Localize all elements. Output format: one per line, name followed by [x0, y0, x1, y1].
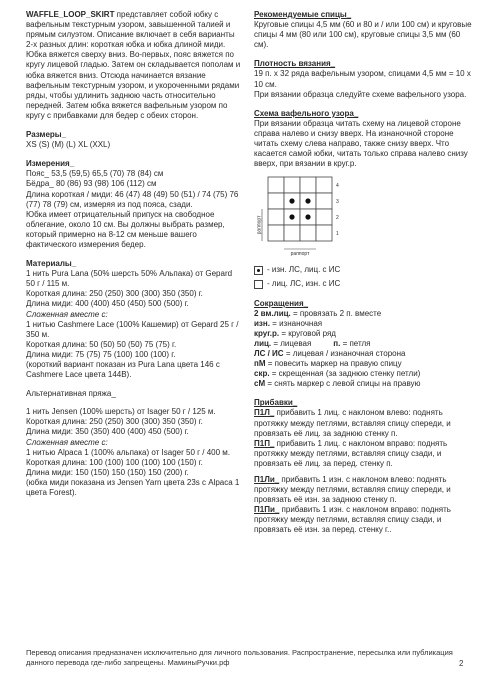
- increases-section: [254, 398, 476, 535]
- material-line: (короткий вариант показан из Pura Lana цвета 146 с Cashmere Lace цвета 144B).: [26, 360, 220, 380]
- measurement-line: Бёдра_ 80 (86) 93 (98) 106 (112) см: [26, 179, 157, 189]
- chart-cell: [284, 225, 300, 241]
- combined-label: Сложенная вместе с:: [26, 309, 108, 319]
- legend-text: - лиц. ЛС, изн. с ИС: [267, 279, 341, 289]
- chart-dot: [305, 215, 310, 220]
- row-number: 2: [336, 215, 339, 222]
- chart-cell: [316, 225, 332, 241]
- chart-cell: [316, 209, 332, 225]
- alt-yarn-line: Длина миди: 350 (350) 400 (400) 450 (500) г.: [26, 427, 189, 437]
- measurement-line: Юбка имеет отрицательный припуск на свободное облегание, около 10 см. Вы должны выбрать размер, который примерно на 8-12 см меньше вашего фактического измерения бедер.: [26, 209, 225, 249]
- sizes-section: [26, 130, 242, 150]
- scheme-text: При вязании образца читать схему на лицевой стороне справа налево и снизу вверх. На изнаночной стороне читать схему слева направо, также снизу вверх. Что касается самой юбки, читать только справа налево снизу вверх, при вязании в круг.р.: [254, 118, 468, 169]
- needles-text: Круговые спицы 4,5 мм (60 и 80 и / или 100 см) и круговые спицы 4 мм (80 или 100 см), круговые спицы 3,5 мм (60 см).: [254, 20, 472, 50]
- sizes-text: XS (S) (M) (L) XL (XXL): [26, 140, 111, 150]
- row-number: 3: [336, 199, 339, 206]
- alt-yarn-line: 1 нитью Alpaca 1 (100% альпака) от Isager 50 г / 400 м.: [26, 447, 231, 457]
- chart-dot: [289, 215, 294, 220]
- pattern-title: WAFFLE_LOOP_SKIRT: [26, 10, 115, 19]
- measurement-line: Пояс_ 53,5 (59,5) 65,5 (70) 78 (84) см: [26, 169, 164, 179]
- increases-heading: Прибавки_: [254, 398, 298, 408]
- abbreviation-item: скр. = скрещенная (за заднюю стенку петли): [254, 369, 421, 379]
- needles-heading: Рекомендуемые спицы_: [254, 10, 352, 19]
- bottom-repeat-label: раппорт: [290, 251, 310, 258]
- side-repeat-label: раппорт: [256, 215, 263, 235]
- gauge-heading: Плотность вязания_: [254, 59, 336, 69]
- material-line: Длина миди: 400 (400) 450 (450) 500 (500) г.: [26, 299, 189, 309]
- gauge-text-2: При вязании образца следуйте схеме вафельного узора.: [254, 89, 467, 99]
- material-line: Короткая длина: 250 (250) 300 (300) 350 (350) г.: [26, 289, 203, 299]
- row-number: 4: [336, 183, 339, 190]
- alt-yarn-line: 1 нить Jensen (100% шерсть) от Isager 50 г / 125 м.: [26, 407, 216, 417]
- scheme-heading: Схема вафельного узора_: [254, 108, 359, 118]
- measurement-line: Длина короткая / миди: 46 (47) 48 (49) 50 (51) / 74 (75) 76 (77) 78 (79) см, измеряя из под пояса, сзади.: [26, 189, 239, 209]
- legend-item-empty: [254, 279, 476, 289]
- material-line: 1 нить Pura Lana (50% шерсть 50% Альпака) от Gepard 50 г / 115 м.: [26, 269, 233, 289]
- legend-item-dot: [254, 265, 476, 275]
- materials-heading: Материалы_: [26, 259, 77, 269]
- dot-symbol-icon: [254, 266, 263, 275]
- page-number: 2: [459, 659, 464, 668]
- material-line: 1 нитью Cashmere Lace (100% Кашемир) от Gepard 25 г / 350 м.: [26, 319, 239, 339]
- increase-item: П1Л_ прибавить 1 лиц. с наклоном влево: поднять протяжку между петлями, вставляя спицу спереди, и провязать её лиц. за заднюю стенку п.: [254, 408, 451, 438]
- alt-yarn-line: Длина миди: 150 (150) 150 (150) 150 (200) г.: [26, 467, 189, 477]
- abbreviation-item: сМ = снять маркер с левой спицы на правую: [254, 379, 421, 389]
- abbreviations-section: [254, 299, 476, 390]
- chart-cell: [268, 193, 284, 209]
- chart-cell: [268, 177, 284, 193]
- empty-symbol-icon: [254, 280, 263, 289]
- alt-yarn-line: Короткая длина: 100 (100) 100 (100) 100 (150) г.: [26, 457, 203, 467]
- abbreviation-item: 2 вм.лиц. = провязать 2 п. вместе: [254, 308, 382, 318]
- sizes-heading: Размеры_: [26, 130, 67, 140]
- alt-yarn-line: Короткая длина: 250 (250) 300 (300) 350 (350) г.: [26, 417, 203, 427]
- intro-paragraph-2: Юбка вяжется сверху вниз. Во-первых, пояс вяжется по кругу лицевой гладью. Затем он складывается пополам и юбка вяжется вниз. Отсюда начинается вязание вафельным текстурным узором, и укороченными рядами ряды, чтобы удлинить заднюю часть относительно передней. Затем юбка вяжется вафельным узором по кругу с прибавками для бедер с обеих сторон.: [26, 50, 241, 120]
- material-line: Короткая длина: 50 (50) 50 (50) 75 (75) г.: [26, 339, 177, 349]
- abbreviation-item: пМ = повесить маркер на правую спицу: [254, 359, 402, 369]
- row-number: 1: [336, 231, 339, 238]
- measurements-heading: Измерения_: [26, 159, 75, 169]
- chart-dot: [289, 199, 294, 204]
- footer-notice: Перевод описания предназначен исключительно для личного пользования. Распространение, пересылка или публикация данного перевода где-либо запрещены. МаминыРучки.рф: [26, 648, 453, 667]
- right-column: [254, 10, 476, 536]
- abbreviations-heading: Сокращения_: [254, 298, 309, 308]
- chart-cell: [268, 225, 284, 241]
- abbreviation-item: круг.р. = круговой ряд: [254, 328, 336, 338]
- material-line: Длина миди: 75 (75) 75 (100) 100 (100) г.: [26, 349, 176, 359]
- chart-cell: [300, 177, 316, 193]
- increase-item: П1Пи_ прибавить 1 изн. с наклоном вправо: поднять протяжку между петлями, вставляя спицу сзади, и провязать её изн. за перед. стенку г..: [254, 505, 451, 535]
- abbreviation-item: ЛС / ИС = лицевая / изнаночная сторона: [254, 348, 406, 358]
- measurements-section: [26, 159, 242, 250]
- increase-item: П1Ли_ прибавить 1 изн. с наклоном влево: поднять протяжку между петлями, вставляя спицу спереди, и провязать её изн. за заднюю стенку п.: [254, 475, 451, 505]
- left-column: [26, 10, 242, 498]
- chart-cell: [316, 177, 332, 193]
- abbreviation-item: изн. = изнаночная: [254, 318, 323, 328]
- intro-paragraph: WAFFLE_LOOP_SKIRT представляет собой юбку с вафельным текстурным узором, завышенной талией и прямым силуэтом. Описание включает в себя варианты 2-х разных длин: короткая юбка и юбка длиной миди.: [26, 10, 235, 50]
- gauge-section: [254, 59, 476, 99]
- alt-yarn-heading: Альтернативная пряжа_: [26, 389, 116, 399]
- waffle-chart-svg: [254, 173, 354, 261]
- chart-dot: [305, 199, 310, 204]
- combined-label: Сложенная вместе с:: [26, 437, 108, 447]
- scheme-section: [254, 109, 476, 290]
- needles-section: [254, 10, 476, 50]
- chart-cell: [268, 209, 284, 225]
- chart-cell: [300, 225, 316, 241]
- gauge-text: 19 п. x 32 ряда вафельным узором, спицами 4,5 мм = 10 x 10 см.: [254, 69, 471, 89]
- materials-section: [26, 259, 242, 380]
- chart-cell: [284, 177, 300, 193]
- chart-cell: [316, 193, 332, 209]
- alt-yarn-line: (юбка миди показана из Jensen Yarn цвета 23s с Alpaca 1 цвета Forest).: [26, 477, 240, 498]
- waffle-chart: [254, 173, 476, 261]
- legend-text: - изн. ЛС, лиц. с ИС: [267, 265, 341, 275]
- intro-section: [26, 10, 242, 121]
- increase-item: П1П_ прибавить 1 лиц. с наклоном вправо: поднять протяжку между петлями, вставляя спицу сзади, и провязать её лиц. за перед. стенку п.: [254, 438, 448, 468]
- abbreviation-item: лиц. = лицевая п. = петля: [254, 338, 371, 348]
- alt-yarn-section: [26, 389, 242, 498]
